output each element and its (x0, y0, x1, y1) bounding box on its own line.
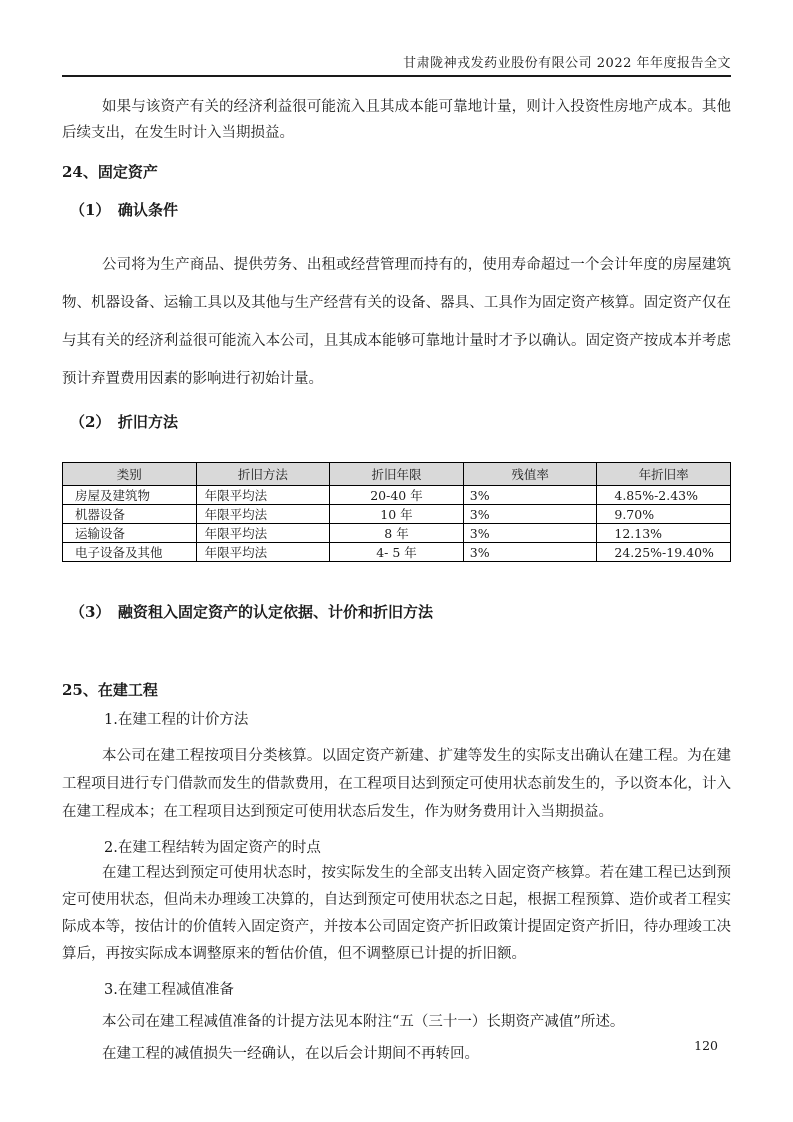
table-row (63, 524, 731, 543)
table-row (63, 505, 731, 524)
page-number: 120 (694, 1038, 718, 1053)
col-header-category: 类别 (63, 463, 197, 486)
cell-annual-rate: 9.70% (597, 505, 731, 524)
cell-years: 8 年 (330, 524, 464, 543)
cell-years: 4- 5 年 (330, 543, 464, 562)
intro-paragraph: 如果与该资产有关的经济利益很可能流入且其成本能可靠地计量，则计入投资性房地产成本。其他后续支出，在发生时计入当期损益。 (62, 99, 731, 141)
cell-residual-rate: 3% (463, 486, 597, 505)
cell-method: 年限平均法 (196, 486, 330, 505)
cell-method: 年限平均法 (196, 543, 330, 562)
section-25-title: 25、在建工程 (62, 681, 158, 699)
cell-residual-rate: 3% (463, 543, 597, 562)
cip-item2-paragraph: 在建工程达到预定可使用状态时，按实际发生的全部支出转入固定资产核算。若在建工程已达到预定可使用状态，但尚未办理竣工决算的，自达到预定可使用状态之日起，根据工程预算、造价或者工程实际成本等，按估计的价值转入固定资产，并按本公司固定资产折旧政策计提固定资产折旧，待办理竣工决算后，再按实际成本调整原来的暂估价值，但不调整原已计提的折旧额。 (62, 865, 731, 962)
cell-category: 电子设备及其他 (63, 543, 197, 562)
running-header: 甘肃陇神戎发药业股份有限公司 2022 年年度报告全文 (62, 56, 731, 77)
table-header-row (63, 463, 731, 486)
section-24-sub3-title: （3） 融资租入固定资产的认定依据、计价和折旧方法 (70, 603, 433, 621)
cell-residual-rate: 3% (463, 505, 597, 524)
table-row (63, 543, 731, 562)
col-header-residual-rate: 残值率 (463, 463, 597, 486)
cell-method: 年限平均法 (196, 524, 330, 543)
cell-years: 20-40 年 (330, 486, 464, 505)
cell-category: 机器设备 (63, 505, 197, 524)
cip-item3-title: 3.在建工程减值准备 (104, 982, 234, 998)
cip-item2-title: 2.在建工程结转为固定资产的时点 (104, 840, 321, 856)
cip-item3-paragraph-2: 在建工程的减值损失一经确认，在以后会计期间不再转回。 (102, 1046, 479, 1062)
depreciation-table (62, 462, 731, 562)
cell-annual-rate: 12.13% (597, 524, 731, 543)
cell-annual-rate: 24.25%-19.40% (597, 543, 731, 562)
cell-annual-rate: 4.85%-2.43% (597, 486, 731, 505)
cell-category: 房屋及建筑物 (63, 486, 197, 505)
section-24-title: 24、固定资产 (62, 163, 158, 181)
col-header-annual-rate: 年折旧率 (597, 463, 731, 486)
cell-method: 年限平均法 (196, 505, 330, 524)
cip-item3-paragraph-1: 本公司在建工程减值准备的计提方法见本附注“五（三十一）长期资产减值”所述。 (102, 1014, 625, 1030)
table-row (63, 486, 731, 505)
fixed-assets-recognition-paragraph: 公司将为生产商品、提供劳务、出租或经营管理而持有的，使用寿命超过一个会计年度的房屋建筑物、机器设备、运输工具以及其他与生产经营有关的设备、器具、工具作为固定资产核算。固定资产仅在与其有关的经济利益很可能流入本公司，且其成本能够可靠地计量时才予以确认。固定资产按成本并考虑预计弃置费用因素的影响进行初始计量。 (62, 257, 731, 387)
cip-item1-paragraph: 本公司在建工程按项目分类核算。以固定资产新建、扩建等发生的实际支出确认在建工程。为在建工程项目进行专门借款而发生的借款费用，在工程项目达到预定可使用状态前发生的，予以资本化，计入在建工程成本；在工程项目达到预定可使用状态后发生，作为财务费用计入当期损益。 (62, 748, 731, 820)
col-header-method: 折旧方法 (196, 463, 330, 486)
section-24-sub1-title: （1） 确认条件 (70, 201, 178, 219)
cell-residual-rate: 3% (463, 524, 597, 543)
cell-years: 10 年 (330, 505, 464, 524)
col-header-years: 折旧年限 (330, 463, 464, 486)
section-24-sub2-title: （2） 折旧方法 (70, 413, 178, 431)
cell-category: 运输设备 (63, 524, 197, 543)
cip-item1-title: 1.在建工程的计价方法 (104, 712, 249, 728)
